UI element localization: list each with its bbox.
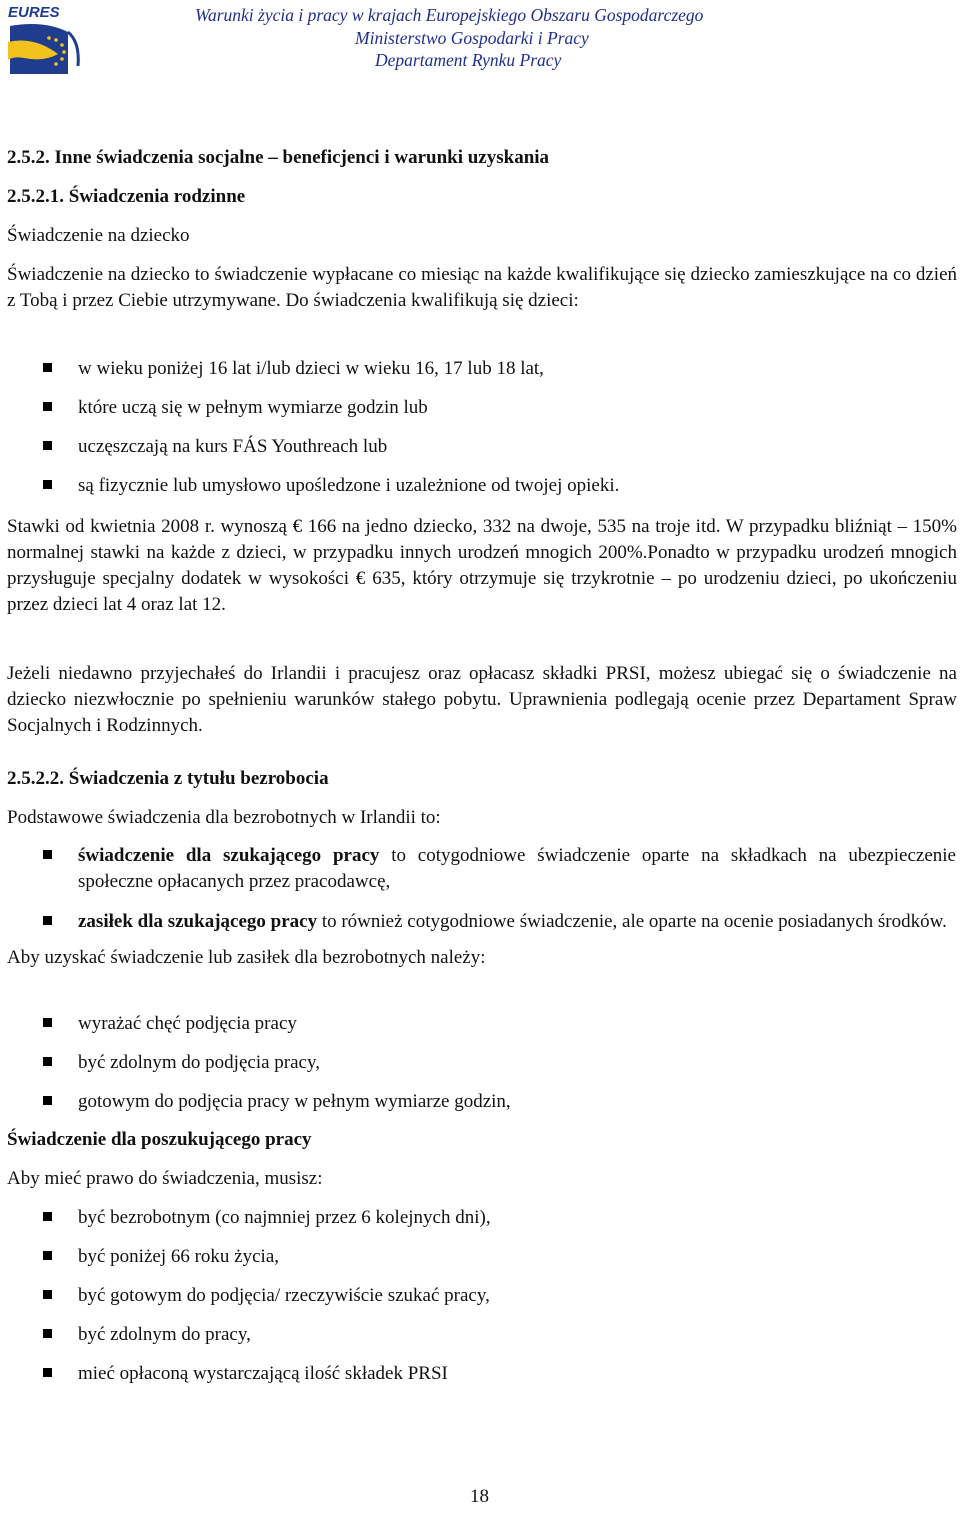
- header-text-block: [195, 4, 955, 72]
- section-heading-2-5-2: 2.5.2. Inne świadczenia socjalne – beneficjenci i warunki uzyskania: [7, 147, 550, 168]
- basic-benefits-intro: Podstawowe świadczenia dla bezrobotnych w Irlandii to:: [7, 807, 441, 828]
- benefit-item-2: [78, 909, 956, 935]
- benefit-item-1: [78, 843, 956, 895]
- bullet-icon: [43, 1096, 52, 1105]
- header-line-3: Departament Rynku Pracy: [375, 50, 562, 70]
- subheading-child-benefit: Świadczenie na dziecko: [7, 225, 190, 246]
- requirement-bullet-2: być zdolnym do podjęcia pracy,: [78, 1052, 320, 1073]
- requirement-bullet-1: wyrażać chęć podjęcia pracy: [78, 1013, 297, 1034]
- bullet-icon: [43, 1018, 52, 1027]
- eligibility-bullet-5: mieć opłaconą wystarczającą ilość składek PRSI: [78, 1363, 448, 1384]
- eligibility-intro: Aby mieć prawo do świadczenia, musisz:: [7, 1168, 323, 1189]
- page-number: 18: [470, 1486, 489, 1507]
- bullet-icon: [43, 916, 52, 925]
- bullet-icon: [43, 363, 52, 372]
- benefit-item-1-term: świadczenie dla szukającego pracy: [78, 845, 380, 866]
- bullet-icon: [43, 1368, 52, 1377]
- section-heading-2-5-2-1: 2.5.2.1. Świadczenia rodzinne: [7, 186, 246, 207]
- bullet-icon: [43, 1290, 52, 1299]
- bullet-icon: [43, 1329, 52, 1338]
- eligibility-bullet-1: być bezrobotnym (co najmniej przez 6 kolejnych dni),: [78, 1207, 491, 1228]
- bullet-icon: [43, 850, 52, 859]
- child-benefit-paragraph: Świadczenie na dziecko to świadczenie wypłacane co miesiąc na każde kwalifikujące się dziecko zamieszkujące na co dzień z Tobą i przez Ciebie utrzymywane. Do świadczenia kwalifikują się dzieci:: [7, 264, 957, 311]
- requirements-intro: Aby uzyskać świadczenie lub zasiłek dla bezrobotnych należy:: [7, 947, 486, 968]
- bullet-icon: [43, 1057, 52, 1066]
- eures-logo: [4, 2, 88, 76]
- bullet-icon: [43, 441, 52, 450]
- prsi-paragraph: Jeżeli niedawno przyjechałeś do Irlandii i pracujesz oraz opłacasz składki PRSI, możesz ubiegać się o świadczenie na dziecko niezwłocznie po spełnieniu warunków stałego pobytu. Uprawnienia podlegają ocenie przez Departament Spraw Socjalnych i Rodzinnych.: [7, 663, 957, 736]
- eligibility-bullet-3: być gotowym do podjęcia/ rzeczywiście szukać pracy,: [78, 1285, 490, 1306]
- child-bullet-3: uczęszczają na kurs FÁS Youthreach lub: [78, 436, 388, 457]
- eligibility-bullet-4: być zdolnym do pracy,: [78, 1324, 251, 1345]
- benefit-item-1-desc: to cotygodniowe świadczenie oparte na składkach na ubezpieczenie społeczne opłacanych przez pracodawcę,: [78, 845, 956, 892]
- eligibility-bullet-2: być poniżej 66 roku życia,: [78, 1246, 280, 1267]
- child-bullet-4: są fizycznie lub umysłowo upośledzone i uzależnione od twojej opieki.: [78, 475, 620, 496]
- subheading-jobseeker-benefit: Świadczenie dla poszukującego pracy: [7, 1129, 312, 1150]
- requirement-bullet-3: gotowym do podjęcia pracy w pełnym wymiarze godzin,: [78, 1091, 511, 1112]
- section-heading-2-5-2-2: 2.5.2.2. Świadczenia z tytułu bezrobocia: [7, 768, 329, 789]
- bullet-icon: [43, 1251, 52, 1260]
- logo-text: EURES: [8, 4, 60, 21]
- bullet-icon: [43, 402, 52, 411]
- page-header: [0, 0, 960, 80]
- benefit-item-2-desc: to również cotygodniowe świadczenie, ale oparte na ocenie posiadanych środków.: [317, 911, 947, 932]
- header-line-2: Ministerstwo Gospodarki i Pracy: [355, 27, 589, 48]
- child-bullet-1: w wieku poniżej 16 lat i/lub dzieci w wieku 16, 17 lub 18 lat,: [78, 358, 544, 379]
- bullet-icon: [43, 480, 52, 489]
- child-bullet-2: które uczą się w pełnym wymiarze godzin lub: [78, 397, 428, 418]
- benefit-item-2-term: zasiłek dla szukającego pracy: [78, 911, 318, 932]
- bullet-icon: [43, 1212, 52, 1221]
- header-line-1: Warunki życia i pracy w krajach Europejskiego Obszaru Gospodarczego: [195, 5, 704, 25]
- rates-paragraph: Stawki od kwietnia 2008 r. wynoszą € 166 na jedno dziecko, 332 na dwoje, 535 na troje itd. W przypadku bliźniąt – 150% normalnej stawki na każde z dzieci, w przypadku innych urodzeń mnogich 200%.Ponadto w przypadku urodzeń mnogich przysługuje specjalny dodatek w wysokości € 635, który otrzymuje się trzykrotnie – po urodzeniu dzieci, po ukończeniu przez dzieci lat 4 oraz lat 12.: [7, 516, 957, 615]
